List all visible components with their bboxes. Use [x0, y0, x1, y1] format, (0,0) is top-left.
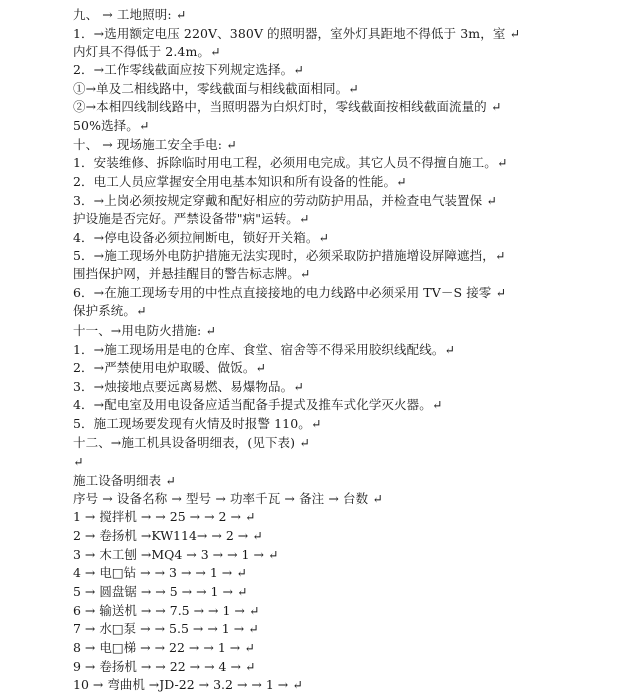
table-row: 7 → 水□泵 → → 5.5 → → 1 → ↵ — [73, 621, 259, 636]
table-row: 8 → 电□梯 → → 22 → → 1 → ↵ — [73, 640, 255, 655]
table-row: 10 → 弯曲机 →JD-22 → 3.2 → → 1 → ↵ — [73, 677, 303, 692]
text-line: 2．→工作零线截面应按下列规定选择。↵ — [73, 62, 304, 77]
text-line: 3．→上岗必须按规定穿戴和配好相应的劳动防护用品，并检查电气装置保 ↵ — [73, 193, 497, 208]
text-line: 十、 → 现场施工安全手电: ↵ — [73, 137, 237, 152]
text-line: 九、 → 工地照明: ↵ — [73, 7, 187, 22]
table-row: 6 → 输送机 → → 7.5 → → 1 → ↵ — [73, 603, 260, 618]
text-line: 2．→严禁使用电炉取暖、做饭。↵ — [73, 360, 267, 375]
text-line: 十一、→用电防火措施: ↵ — [73, 323, 216, 338]
text-line: 4．→停电设备必须拉闸断电，锁好开关箱。↵ — [73, 230, 330, 245]
table-row: 5 → 圆盘锯 → → 5 → → 1 → ↵ — [73, 584, 248, 599]
table-row: 3 → 木工刨 →MQ4 → 3 → → 1 → ↵ — [73, 547, 279, 562]
text-line: 50%选择。↵ — [73, 118, 150, 133]
text-line: 2．电工人员应掌握安全用电基本知识和所有设备的性能。↵ — [73, 174, 407, 189]
text-line: 保护系统。↵ — [73, 303, 147, 318]
table-row: 9 → 卷扬机 → → 22 → → 4 → ↵ — [73, 659, 256, 674]
text-line: ②→本相四线制线路中，当照明器为白炽灯时，零线截面按相线截面流量的 ↵ — [73, 99, 502, 114]
text-line: ①→单及二相线路中，零线截面与相线截面相同。↵ — [73, 81, 359, 96]
text-line: 5．→施工现场外电防护措施无法实现时，必须采取防护措施增设屏障遮挡，↵ — [73, 248, 506, 263]
text-line: ↵ — [73, 454, 84, 469]
text-line: 内灯具不得低于 2.4m。↵ — [73, 44, 221, 59]
table-row: 1 → 搅拌机 → → 25 → → 2 → ↵ — [73, 509, 256, 524]
text-line: 1．→选用额定电压 220V、380V 的照明器，室外灯具距地不得低于 3m，室 ↵ — [73, 26, 521, 41]
text-line: 十二、→施工机具设备明细表，(见下表) ↵ — [73, 435, 310, 450]
text-line: 施工设备明细表 ↵ — [73, 473, 176, 488]
text-line: 1．→施工现场用是电的仓库、食堂、宿舍等不得采用胶织线配线。↵ — [73, 342, 456, 357]
text-line: 围挡保护网，并悬挂醒目的警告标志牌。↵ — [73, 266, 311, 281]
text-line: 3．→烛接地点要远离易燃、易爆物品。↵ — [73, 379, 304, 394]
table-row: 4 → 电□钻 → → 3 → → 1 → ↵ — [73, 565, 247, 580]
text-line: 1．安装维修、拆除临时用电工程，必须用电完成。其它人员不得擅自施工。↵ — [73, 155, 508, 170]
text-line: 5．施工现场要发现有火情及时报警 110。↵ — [73, 416, 322, 431]
text-line: 4．→配电室及用电设备应适当配备手提式及推车式化学灭火器。↵ — [73, 397, 443, 412]
text-line: 护设施是否完好。严禁设备带"病"运转。↵ — [73, 211, 310, 226]
text-line: 6．→在施工现场专用的中性点直接接地的电力线路中必须采用 TV－S 接零 ↵ — [73, 285, 507, 300]
table-row: 2 → 卷扬机 →KW114→ → 2 → ↵ — [73, 528, 263, 543]
text-line: 序号 → 设备名称 → 型号 → 功率千瓦 → 备注 → 台数 ↵ — [73, 491, 383, 506]
